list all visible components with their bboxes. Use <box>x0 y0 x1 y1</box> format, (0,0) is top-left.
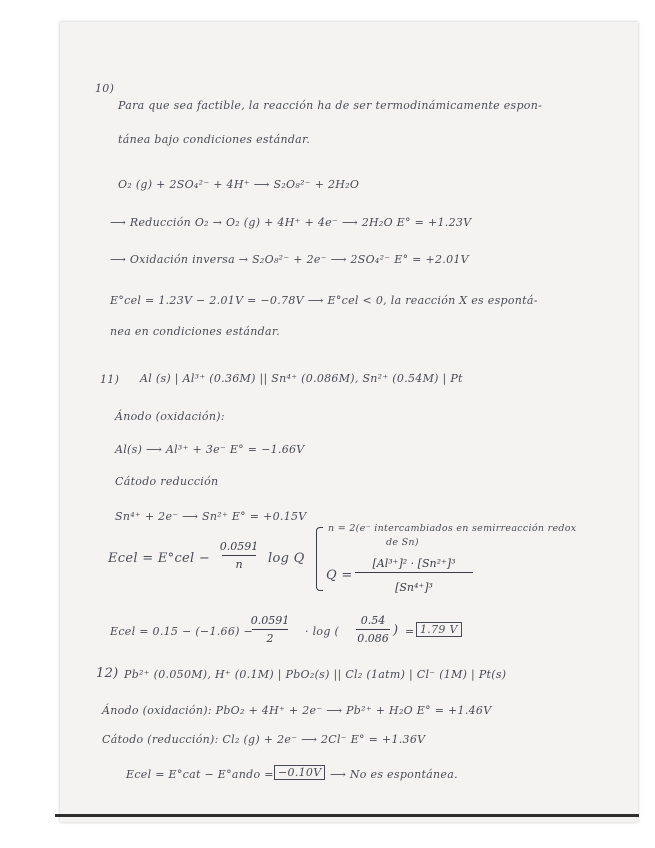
q11-calc-fraction <box>252 614 288 645</box>
q11-note2: de Sn) <box>386 537 419 548</box>
q12-conclusion: ⟶ No es espontánea. <box>330 768 458 781</box>
q11-frac-den: n <box>235 558 243 571</box>
q11-calc-eq: = <box>405 625 415 638</box>
q10-ecel: E°cel = 1.23V − 2.01V = −0.78V ⟶ E°cel < 0, la reacción X es espontá- <box>110 294 538 307</box>
q12-catodo: Cátodo (reducción): Cl₂ (g) + 2e⁻ ⟶ 2Cl⁻ E° = +1.36V <box>102 733 426 746</box>
q11-catodo-eq: Sn⁴⁺ + 2e⁻ ⟶ Sn²⁺ E° = +0.15V <box>115 510 307 523</box>
q10-line1: Para que sea factible, la reacción ha de ser termodinámicamente espon- <box>118 99 543 112</box>
q11-nernst-lhs: Ecel = E°cel − <box>108 551 211 566</box>
q12-anodo: Ánodo (oxidación): PbO₂ + 4H⁺ + 2e⁻ ⟶ Pb²⁺ + H₂O E° = +1.46V <box>102 704 492 717</box>
q11-q-lhs: Q = <box>326 568 353 583</box>
q11-calc-lhs: Ecel = 0.15 − (−1.66) − <box>110 625 254 638</box>
q11-q-fraction <box>355 557 473 594</box>
q12-number: 12) <box>96 666 119 681</box>
q11-frac-num: 0.0591 <box>219 540 259 553</box>
q11-brace <box>316 527 323 591</box>
q10-equation: O₂ (g) + 2SO₄²⁻ + 4H⁺ ⟶ S₂O₈²⁻ + 2H₂O <box>118 178 360 191</box>
q11-nernst-fraction <box>219 540 259 571</box>
q11-calc-in-num: 0.54 <box>360 614 386 627</box>
q11-number: 11) <box>100 373 120 386</box>
fraction-bar <box>252 629 288 630</box>
q11-cell: Al (s) | Al³⁺ (0.36M) || Sn⁴⁺ (0.086M), Sn²⁺ (0.54M) | Pt <box>140 372 463 385</box>
q11-calc-in-den: 0.086 <box>357 632 389 645</box>
q10-reduction: ⟶ Reducción O₂ → O₂ (g) + 4H⁺ + 4e⁻ ⟶ 2H₂O E° = +1.23V <box>110 216 472 229</box>
q11-anodo-eq: Al(s) ⟶ Al³⁺ + 3e⁻ E° = −1.66V <box>115 443 305 456</box>
q11-calc-close: ) <box>393 623 399 638</box>
q10-oxidation: ⟶ Oxidación inversa → S₂O₈²⁻ + 2e⁻ ⟶ 2SO₄²⁻ E° = +2.01V <box>110 253 469 266</box>
q11-calc-log: · log ( <box>305 625 340 638</box>
q12-ecel-lhs: Ecel = E°cat − E°ando = <box>126 768 274 781</box>
q11-calc-inner-fraction <box>356 614 390 645</box>
q12-result-box: −0.10V <box>274 765 325 780</box>
q12-cell: Pb²⁺ (0.050M), H⁺ (0.1M) | PbO₂(s) || Cl₂ (1atm) | Cl⁻ (1M) | Pt(s) <box>124 668 507 681</box>
q10-conclusion: nea en condiciones estándar. <box>110 325 280 338</box>
q11-note1: n = 2(e⁻ intercambiados en semirreacción redox <box>328 523 577 534</box>
q11-result-box: 1.79 V <box>416 622 462 637</box>
q10-line2: tánea bajo condiciones estándar. <box>118 133 311 146</box>
page-edge-rule <box>55 814 639 817</box>
fraction-bar <box>355 572 473 573</box>
fraction-bar <box>356 629 390 630</box>
fraction-bar <box>222 555 256 556</box>
q11-anodo-label: Ánodo (oxidación): <box>115 410 225 423</box>
q11-calc-frac-num: 0.0591 <box>250 614 290 627</box>
q10-number: 10) <box>95 82 115 95</box>
q11-q-den: [Sn⁴⁺]³ <box>395 581 433 594</box>
q11-log-q: log Q <box>268 551 305 566</box>
q11-catodo-label: Cátodo reducción <box>115 475 219 488</box>
q11-q-num: [Al³⁺]² · [Sn²⁺]³ <box>372 557 456 570</box>
q11-calc-frac-den: 2 <box>266 632 274 645</box>
